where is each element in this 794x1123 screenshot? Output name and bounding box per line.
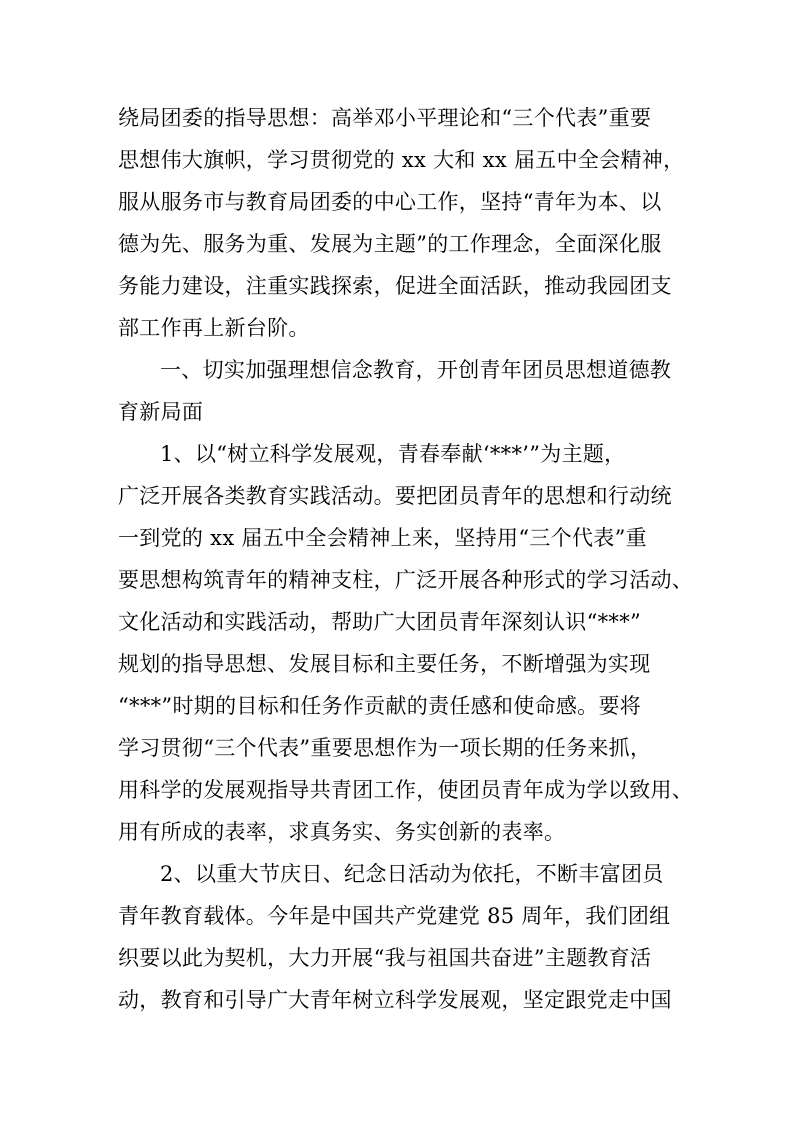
text-line: 学习贯彻“三个代表”重要思想作为一项长期的任务来抓，	[118, 736, 652, 760]
text-line: 德为先、服务为重、发展为主题”的工作理念，全面深化服	[118, 232, 662, 256]
text-line: 青年教育载体。今年是中国共产党建党 85 周年，我们团组	[118, 904, 671, 928]
paragraph-start: 1、以“树立科学发展观，青春奉献‘***’”为主题，	[160, 442, 626, 466]
text-line: 思想伟大旗帜，学习贯彻党的 xx 大和 xx 届五中全会精神，	[118, 148, 685, 172]
text-line: 文化活动和实践活动，帮助广大团员青年深刻认识“***”	[118, 610, 642, 634]
text-line: 织要以此为契机，大力开展“我与祖国共奋进”主题教育活	[118, 946, 652, 970]
text-line: “***”时期的目标和任务作贡献的责任感和使命感。要将	[118, 694, 642, 718]
text-line: 广泛开展各类教育实践活动。要把团员青年的思想和行动统	[118, 484, 672, 508]
text-line: 绕局团委的指导思想：高举邓小平理论和“三个代表”重要	[118, 106, 652, 130]
text-line: 用科学的发展观指导共青团工作，使团员青年成为学以致用、	[118, 778, 694, 802]
section-heading-continued: 育新局面	[118, 400, 204, 424]
text-line: 务能力建设，注重实践探索，促进全面活跃，推动我园团支	[118, 274, 672, 298]
text-line: 服从服务市与教育局团委的中心工作，坚持“青年为本、以	[118, 190, 662, 214]
text-line: 用有所成的表率，求真务实、务实创新的表率。	[118, 820, 566, 844]
text-line: 一到党的 xx 届五中全会精神上来，坚持用“三个代表”重	[118, 526, 647, 550]
text-line: 要思想构筑青年的精神支柱，广泛开展各种形式的学习活动、	[118, 568, 694, 592]
text-line: 部工作再上新台阶。	[118, 316, 310, 340]
text-line: 动，教育和引导广大青年树立科学发展观，坚定跟党走中国	[118, 988, 672, 1012]
section-heading: 一、切实加强理想信念教育，开创青年团员思想道德教	[160, 358, 672, 382]
paragraph-start: 2、以重大节庆日、纪念日活动为依托，不断丰富团员	[160, 862, 664, 886]
text-line: 规划的指导思想、发展目标和主要任务，不断增强为实现	[118, 652, 651, 676]
